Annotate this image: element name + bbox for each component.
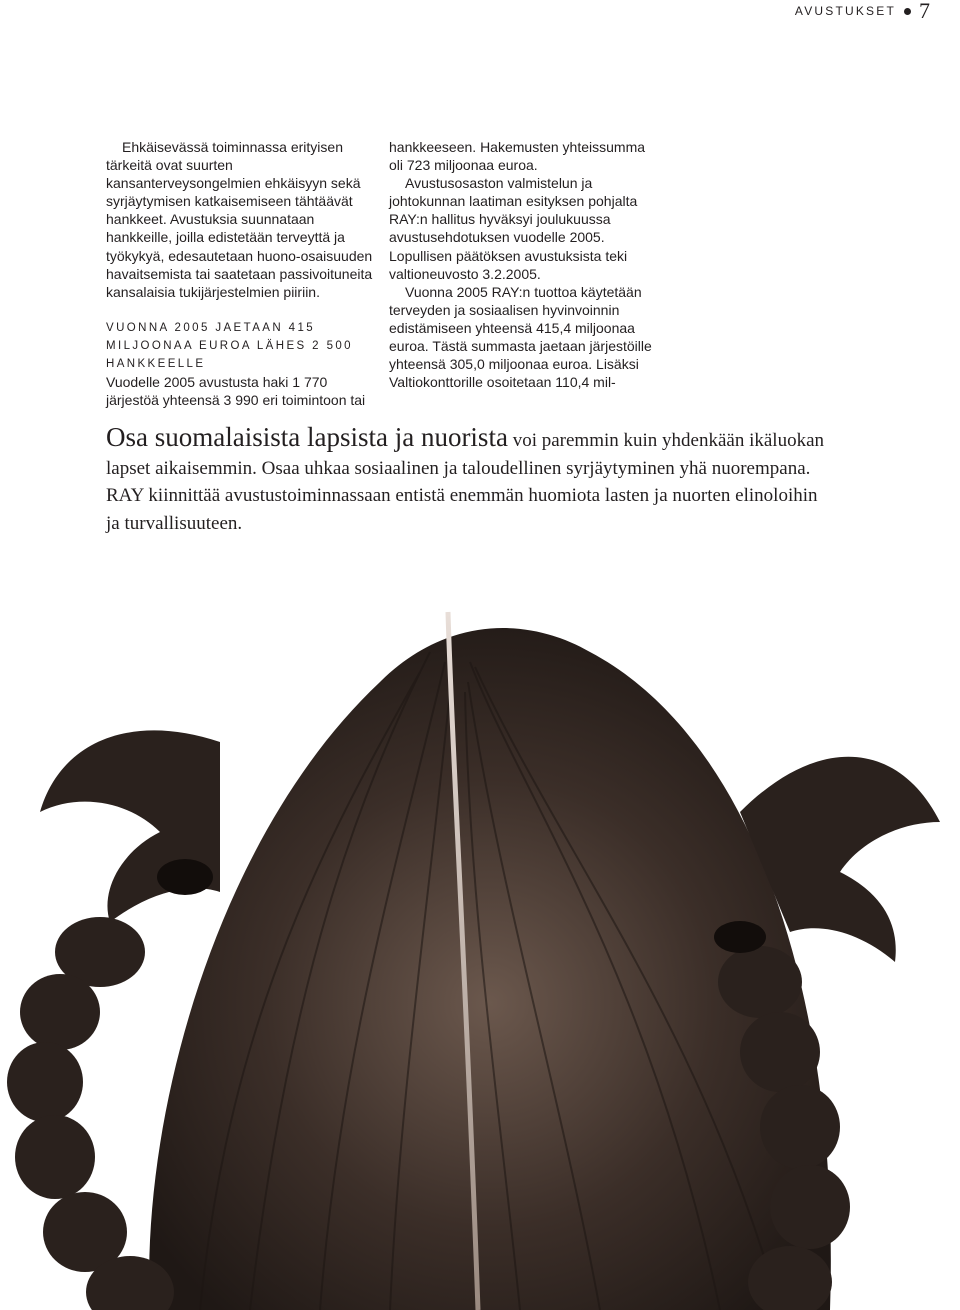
body-paragraph: Ehkäisevässä toiminnassa erityisen tärkeitä ovat suurten kansanterveysongelmien ehkäisyyn sekä syrjäytymisen katkaisemiseen tähtäävät hankkeet. Avustuksia suunnataan hankkeille, joilla edistetään terveyttä ja työkykyä, edesautetaan huono-osaisuuden havaitsemista tai saatetaan passivoituneita kansalaisia tukijärjestelmien piiriin. [106,139,373,300]
pull-quote-lead: Osa suomalaisista lapsista ja nuorista [106,422,508,452]
body-paragraph: Vuonna 2005 RAY:n tuottoa käytetään terveyden ja sosiaalisen hyvinvoinnin edistämiseen yhteensä 415,4 miljoonaa euroa. Tästä summasta jaetaan järjestöille yhteensä 305,0 miljoonaa euroa. Lisäksi Valtiokonttorille osoitetaan 110,4 mil- [389,283,652,391]
page-header [795,0,930,22]
right-text-column [389,138,661,391]
page-number: 7 [919,0,930,23]
body-paragraph: Avustusosaston valmistelun ja johtokunnan laatiman esityksen pohjalta RAY:n hallitus hyväksyi joulukuussa avustusehdotuksen vuodelle 2005. Lopullisen päätöksen avustuksista teki valtioneuvosto 3.2.2005. [389,175,638,282]
body-paragraph: hankkeeseen. Hakemusten yhteissumma oli 723 miljoonaa euroa. [389,139,646,174]
pull-quote [106,424,826,537]
bullet-icon [904,8,911,15]
section-label: AVUSTUKSET [794,4,896,18]
section-subheading: VUONNA 2005 JAETAAN 415 MILJOONAA EUROA LÄHES 2 500 HANKKEELLE [106,321,353,371]
pull-quote-text: voi paremmin kuin yhdenkään ikäluokan lapset aikaisemmin. Osaa uhkaa sosiaalinen ja taloudellinen syrjäytyminen yhä nuorempana. RAY kiinnittää avustustoiminnassaan entistä enemmän huomiota lasten ja nuorten elinoloihin ja turvallisuuteen. [106,430,824,534]
hair-photo [0,592,960,1310]
body-paragraph: Vuodelle 2005 avustusta haki 1 770 järjestöä yhteensä 3 990 eri toimintoon tai [106,374,366,409]
left-text-column [106,138,378,409]
